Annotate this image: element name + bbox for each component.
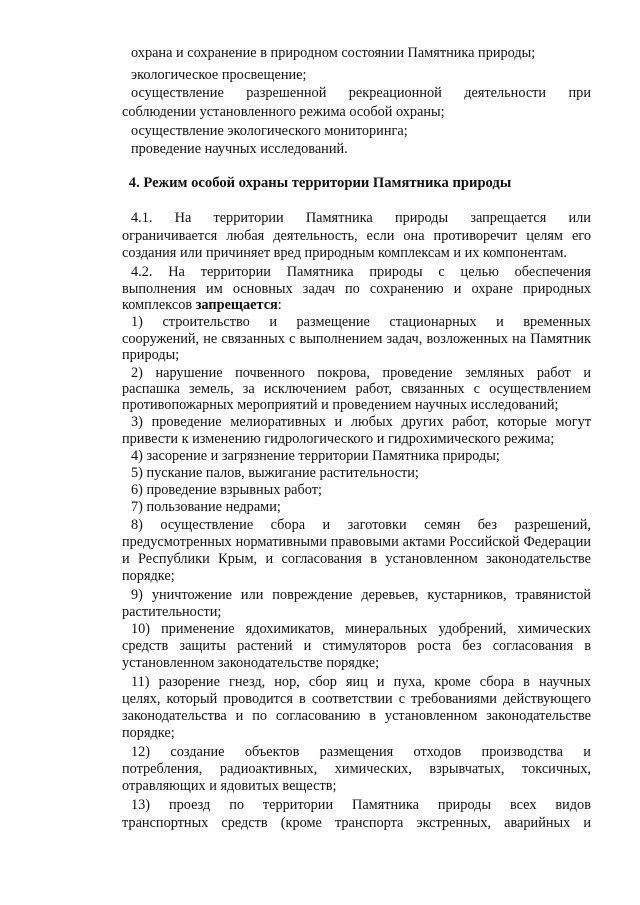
text-line: охрана и сохранение в природном состоянии Памятника природы; [131,45,536,61]
word: производства [481,744,563,760]
word: по [229,797,244,813]
word: осуществление [160,517,254,533]
text-line: средств защиты растений и стимуляторов роста без согласования в [122,638,591,654]
text-line: 3) проведение мелиоративных и любых других работ, которые могут [131,414,591,430]
text-line: выполнения им основных задач по сохранению и охране природных [122,281,591,297]
text-line: проведение научных исследований. [131,141,348,157]
word: разрешенной [246,85,327,101]
word: сбора [270,517,306,533]
word: видов [555,797,591,813]
word: рекреационной [348,85,442,101]
text-line: 5) пускание палов, выжигание растительности; [131,465,419,481]
text-line: 10) применение ядохимикатов, минеральных удобрений, химических [131,621,591,637]
text-line: противопожарных мероприятий и проведением научных исследований; [122,397,559,413]
text-line: осуществление экологического мониторинга; [131,123,408,139]
word: На [174,210,192,226]
word: и [496,314,504,330]
word: временных [523,314,591,330]
word: или [568,210,591,226]
text-line: растительности; [122,604,222,620]
word: размещения [319,744,394,760]
text-line [131,517,591,534]
word: Памятника [352,797,419,813]
text-line: транспортных средств (кроме транспорта экстренных, аварийных и [122,815,591,831]
word: семян [424,517,461,533]
word: стационарных [389,314,477,330]
text-line: природы; [122,347,180,363]
text-line: потребления, радиоактивных, химических, взрывчатых, токсичных, [122,761,591,777]
word: запрещается [470,210,547,226]
text-line: 9) уничтожение или повреждение деревьев, кустарников, травянистой [131,587,591,603]
word: территории [213,210,284,226]
word: и [583,744,591,760]
forbidden-keyword: запрещается [195,297,278,313]
text-line [131,744,591,761]
text-line: создания или причиняет вред природным комплексам и их компонентам. [122,245,567,261]
word: территории [262,797,334,813]
word: заготовки [347,517,407,533]
text-line: целях, который проводится в соответствии с требованиями действующего [122,691,591,707]
text-line: сооружений, не связанных с выполнением задач, возложенных на Памятник [122,331,591,347]
word: природы [394,210,449,226]
word: строительство [162,314,250,330]
word: объектов [244,744,300,760]
text-line: 7) пользование недрами; [131,499,281,515]
section-heading: 4. Режим особой охраны территории Памятника природы [128,175,512,191]
text-line: привести к изменению гидрологического и гидрохимического режима; [122,431,555,447]
word: 12) [131,744,151,760]
word: и [269,314,277,330]
word: отходов [413,744,462,760]
text-line: распашка земель, за исключением работ, связанных с осуществлением [122,381,591,397]
word: при [568,85,591,101]
text-line: и Республики Крым, и согласования в установленном законодательстве [122,551,591,567]
word: 8) [131,517,143,533]
word: 4.1. [131,210,153,226]
text-line: порядке; [122,568,175,584]
word: размещение [296,314,370,330]
text-run: : [277,297,282,313]
text-run: комплексов [122,297,196,313]
text-line: 4.2. На территории Памятника природы с целью обеспечения [131,264,591,280]
text-line: 11) разорение гнезд, нор, сбор яиц и пуха, кроме сбора в научных [131,674,591,690]
text-line: установленном законодательстве порядке; [122,655,380,671]
text-line: соблюдении установленного режима особой охраны; [122,104,445,120]
text-line: законодательства и по согласованию в установленном законодательстве [122,708,591,724]
word: без [477,517,497,533]
word: и [322,517,331,533]
text-line: 4) засорение и загрязнение территории Памятника природы; [131,448,500,464]
word: природы [437,797,492,813]
word: деятельности [464,85,547,101]
text-line [131,314,591,331]
word: осуществление [131,85,224,101]
text-line: предусмотренных нормативными правовыми актами Российской Федерации [122,534,591,550]
text-line: порядке; [122,725,175,741]
text-line: отравляющих и ядовитых веществ; [122,778,337,794]
word: проезд [168,797,211,813]
word: разрешений, [514,517,591,533]
word: 13) [131,797,151,813]
text-line: 2) нарушение почвенного покрова, проведение земляных работ и [131,365,591,381]
text-line: экологическое просвещение; [131,67,307,83]
text-line: ограничивается любая деятельность, если она противоречит целям его [122,228,591,244]
word: создание [170,744,225,760]
word: всех [509,797,537,813]
text-line [131,210,591,227]
word: 1) [131,314,143,330]
text-line [131,797,591,814]
word: Памятника [305,210,373,226]
text-line: 6) проведение взрывных работ; [131,482,322,498]
text-line [131,85,591,102]
text-line [122,297,591,314]
